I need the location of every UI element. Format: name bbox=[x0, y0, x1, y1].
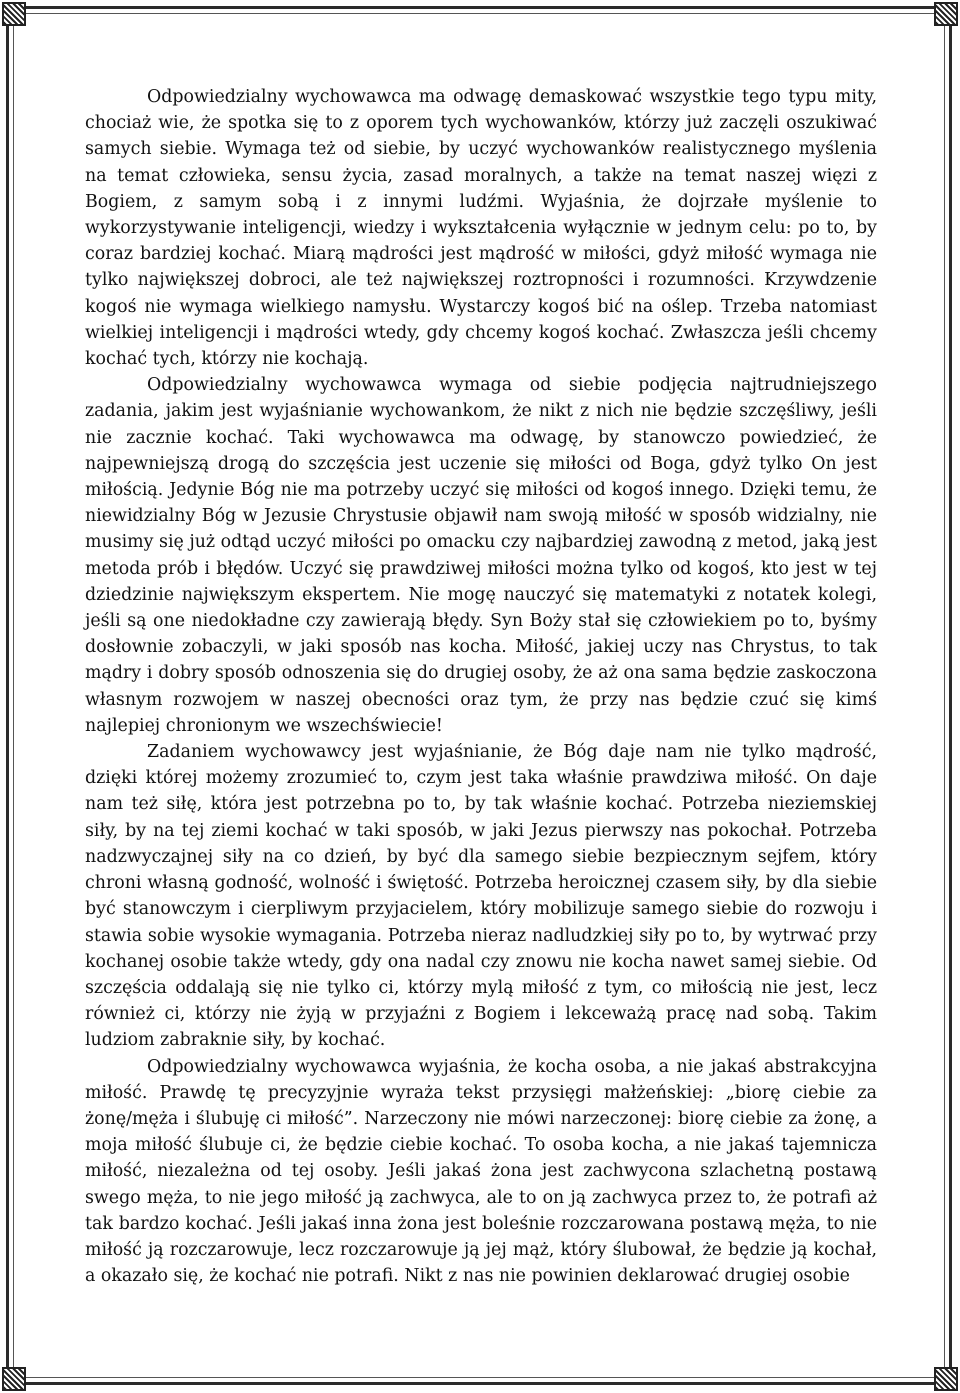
paragraph-2: Odpowiedzialny wychowawca wymaga od siebie podjęcia najtrudniejszego zadania, jakim jest wyjaśnianie wychowankom, że nikt z nich nie będzie szczęśliwy, jeśli nie zacznie kochać. Taki wychowawca ma odwagę, by stanowczo powiedzieć, że najpewniejszą drogą do szczęścia jest uczenie się miłości od Boga, gdyż tylko On jest miłością. Jedynie Bóg nie ma potrzeby uczyć się miłości od kogoś innego. Dzięki temu, że niewidzialny Bóg w Jezusie Chrystusie objawił nam swoją miłość w sposób widzialny, nie musimy się już odtąd uczyć miłości po omacku czy najbardziej zawodną z metod, jaką jest metoda prób i błędów. Uczyć się prawdziwej miłości można tylko od kogoś, kto jest w tej dziedzinie największym ekspertem. Nie mogę nauczyć się matematyki z notatek kolegi, jeśli są one niedokładne czy zawierają błędy. Syn Boży stał się człowiekiem po to, byśmy dosłownie zobaczyli, w jaki sposób nas kocha. Miłość, jakiej uczy nas Chrystus, to tak mądry i dobry sposób odnoszenia się do drugiej osoby, że aż ona sama będzie zaskoczona własnym rozwojem w naszej obecności oraz tym, że przy nas będzie czuć się kimś najlepiej chronionym we wszechświecie! bbox=[85, 375, 877, 736]
paragraph-1: Odpowiedzialny wychowawca ma odwagę demaskować wszystkie tego typu mity, chociaż wie, że spotka się to z oporem tych wychowanków, którzy już zaczęli oszukiwać samych siebie. Wymaga też od siebie, by uczyć wychowanków realistycznego myślenia na temat człowieka, sensu życia, zasad moralnych, a także na temat naszej więzi z Bogiem, z samym sobą i z innymi ludźmi. Wyjaśnia, że dojrzałe myślenie to wykorzystywanie inteligencji, wiedzy i wykształcenia wyłącznie w jednym celu: po to, by coraz bardziej kochać. Miarą mądrości jest mądrość w miłości, gdyż miłość wymaga nie tylko największej dobroci, ale też największej roztropności i rozumności. Krzywdzenie kogoś nie wymaga wielkiego namysłu. Wystarczy kogoś bić na oślep. Trzeba natomiast wielkiej inteligencji i mądrości wtedy, gdy chcemy kogoś kochać. Zwłaszcza jeśli chcemy kochać tych, którzy nie kochają. bbox=[85, 87, 877, 370]
document-body bbox=[85, 84, 877, 1289]
paragraph-4: Odpowiedzialny wychowawca wyjaśnia, że kocha osoba, a nie jakaś abstrakcyjna miłość. Prawdę tę precyzyjnie wyraża tekst przysięgi małżeńskiej: „biorę ciebie za żonę/męża i ślubuję ci miłość”. Narzeczony nie mówi narzeczonej: biorę ciebie za żonę, a moja miłość ślubuje ci, że będzie ciebie kochać. To osoba kocha, a nie jakaś tajemnicza miłość, niezależna od tej osoby. Jeśli jakaś żona jest zachwycona szlachetną postawą swego męża, to nie jego miłość ją zachwyca, ale to on ją zachwyca przez to, że potrafi aż tak bardzo kochać. Jeśli jakaś inna żona jest boleśnie rozczarowana postawą męża, to nie miłość ją rozczarowuje, lecz rozczarowuje ją jej mąż, który ślubował, że będzie ją kochał, a okazało się, że kochać nie potrafi. Nikt z nas nie powinien deklarować drugiej osobie bbox=[85, 1056, 877, 1287]
paragraph-3: Zadaniem wychowawcy jest wyjaśnianie, że Bóg daje nam nie tylko mądrość, dzięki której możemy zrozumieć to, czym jest taka właśnie prawdziwa miłość. On daje nam też siłę, która jest potrzebna po to, by tak właśnie kochać. Potrzeba nieziemskiej siły, by na tej ziemi kochać w taki sposób, w jaki Jezus pierwszy nas pokochał. Potrzeba nadzwyczajnej siły na co dzień, by być dla samego siebie bezpiecznym sejfem, który chroni własną godność, wolność i świętość. Potrzeba heroicznej czasem siły, by dla siebie być stanowczym i cierpliwym przyjacielem, który mobilizuje samego siebie do rozwoju i stawia sobie wysokie wymagania. Potrzeba nieraz nadludzkiej siły po to, by wytrwać przy kochanej osobie także wtedy, gdy ona nadal czy znowu nie kocha nawet samej siebie. Od szczęścia oddalają się nie tylko ci, którzy mylą miłość z tym, co miłością nie jest, lecz również ci, którzy nie żyją w przyjaźni z Bogiem i lekceważą pracę nad sobą. Takim ludziom zabraknie siły, by kochać. bbox=[85, 742, 877, 1051]
corner-ornament-bottom-right bbox=[934, 1367, 958, 1391]
corner-ornament-top-left bbox=[2, 2, 26, 26]
corner-ornament-bottom-left bbox=[2, 1367, 26, 1391]
corner-ornament-top-right bbox=[934, 2, 958, 26]
